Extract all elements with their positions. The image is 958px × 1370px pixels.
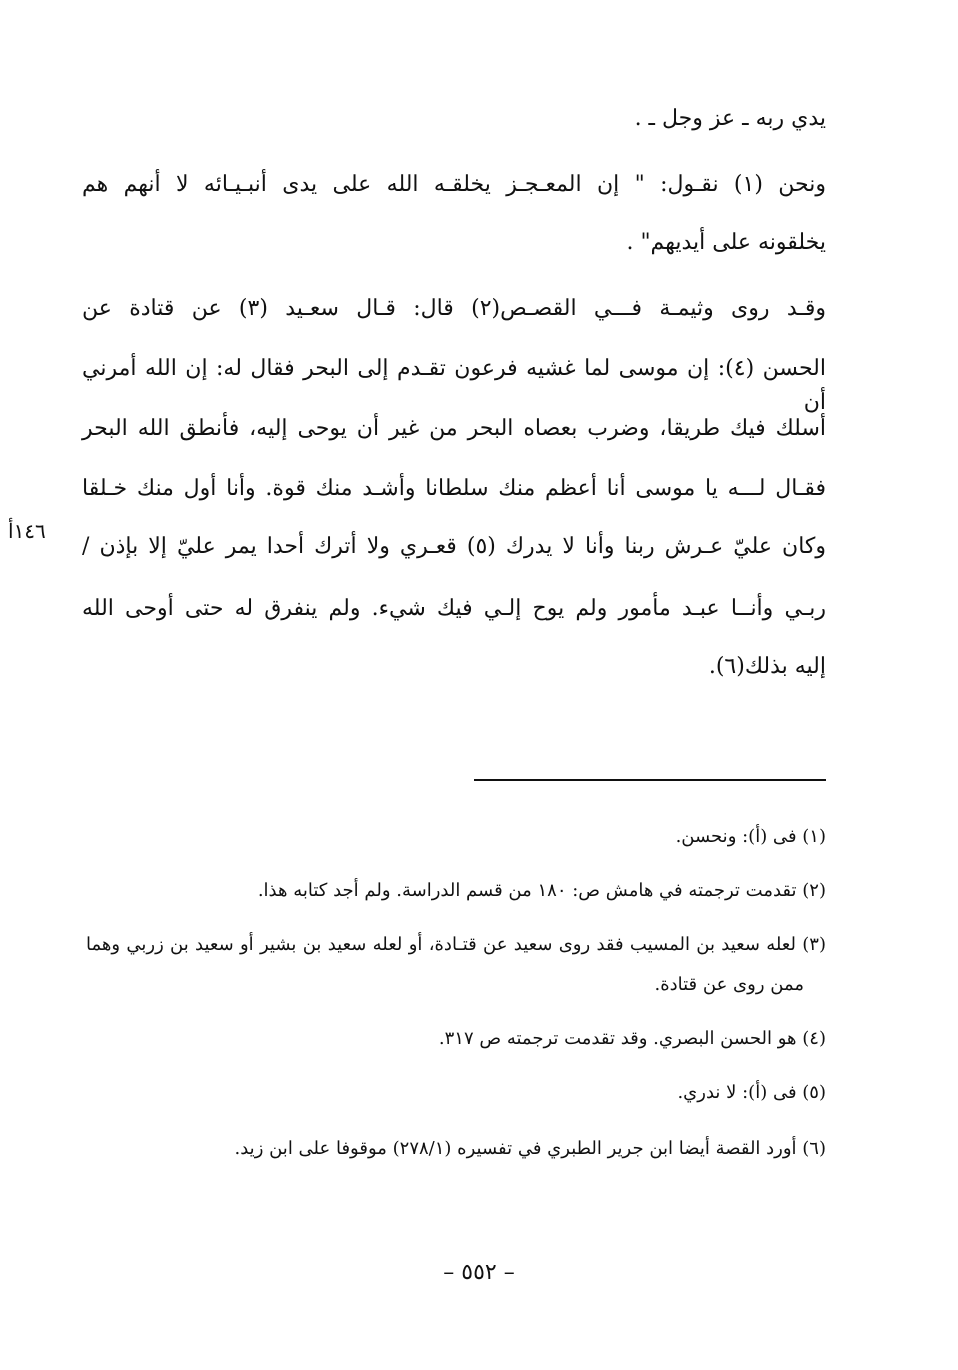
footnote-3: (٣) لعله سعيد بن المسيب فقد روى سعيد عن قتـادة، أو لعله سعيد بن بشير أو سعيد بن زربي وهما — [86, 934, 826, 955]
body-line-2: ونحن (١) نقـول: " إن المعـجـز يخلقـه الله على يدى أنبـيـائه لا أنهم هم — [82, 172, 826, 197]
footnote-3-continued: ممن روى عن قتادة. — [654, 974, 804, 995]
body-line-7: فقـال لـــه يا موسى أنا أعظم منك سلطانا وأشـد منك قوة. وأنا أول منك خـلقا — [82, 476, 826, 501]
manuscript-folio-marker: ١٤٦أ — [8, 519, 46, 543]
body-line-4: وقـد روى وثيمـة فـــي القصـص(٢) قال: قـال سعـيد (٣) عن قتادة عن — [82, 296, 826, 321]
footnote-4: (٤) هو الحسن البصري. وقد تقدمت ترجمته ص ٣١٧. — [438, 1028, 826, 1049]
footnote-separator — [474, 779, 826, 781]
page-number: – ٥٥٢ – — [443, 1260, 515, 1285]
footnote-6: (٦) أورد القصة أيضا ابن جرير الطبري في تفسيره (٢٧٨/١) موقوفا على ابن زيد. — [234, 1138, 826, 1159]
body-line-6: أسلك فيك طريقا، وضرب بعصاه البحر من غير أن يوحى إليه، فأنطق الله البحر — [82, 416, 826, 441]
footnote-1: (١) فى (أ): ونحسن. — [675, 826, 826, 847]
body-line-3: يخلقونه على أيديهم" . — [626, 230, 826, 255]
body-line-10: إليه بذلك(٦). — [708, 654, 826, 679]
footnote-2: (٢) تقدمت ترجمته في هامش ص: ١٨٠ من قسم الدراسة. ولم أجد كتابه هذا. — [257, 880, 826, 901]
body-line-5: الحسن (٤): إن موسى لما غشيه فرعون تقـدم إلى البحر فقال له: إن الله أمرني أن — [82, 356, 827, 415]
body-line-9: ربـي وأنــا عبـد مأمور ولم يوح إلـي فيك شيء. ولم ينفرق له حتى أوحى الله — [82, 596, 826, 621]
footnote-5: (٥) فى (أ): لا ندري. — [677, 1082, 826, 1103]
body-line-1: يدي ربه ـ عز وجل ـ . — [634, 106, 826, 131]
body-line-8: وكان عليّ عـرش ربنا وأنا لا يدرك (٥) قعـري ولا أترك أحدا يمر عليّ إلا بإذن / — [82, 534, 826, 559]
